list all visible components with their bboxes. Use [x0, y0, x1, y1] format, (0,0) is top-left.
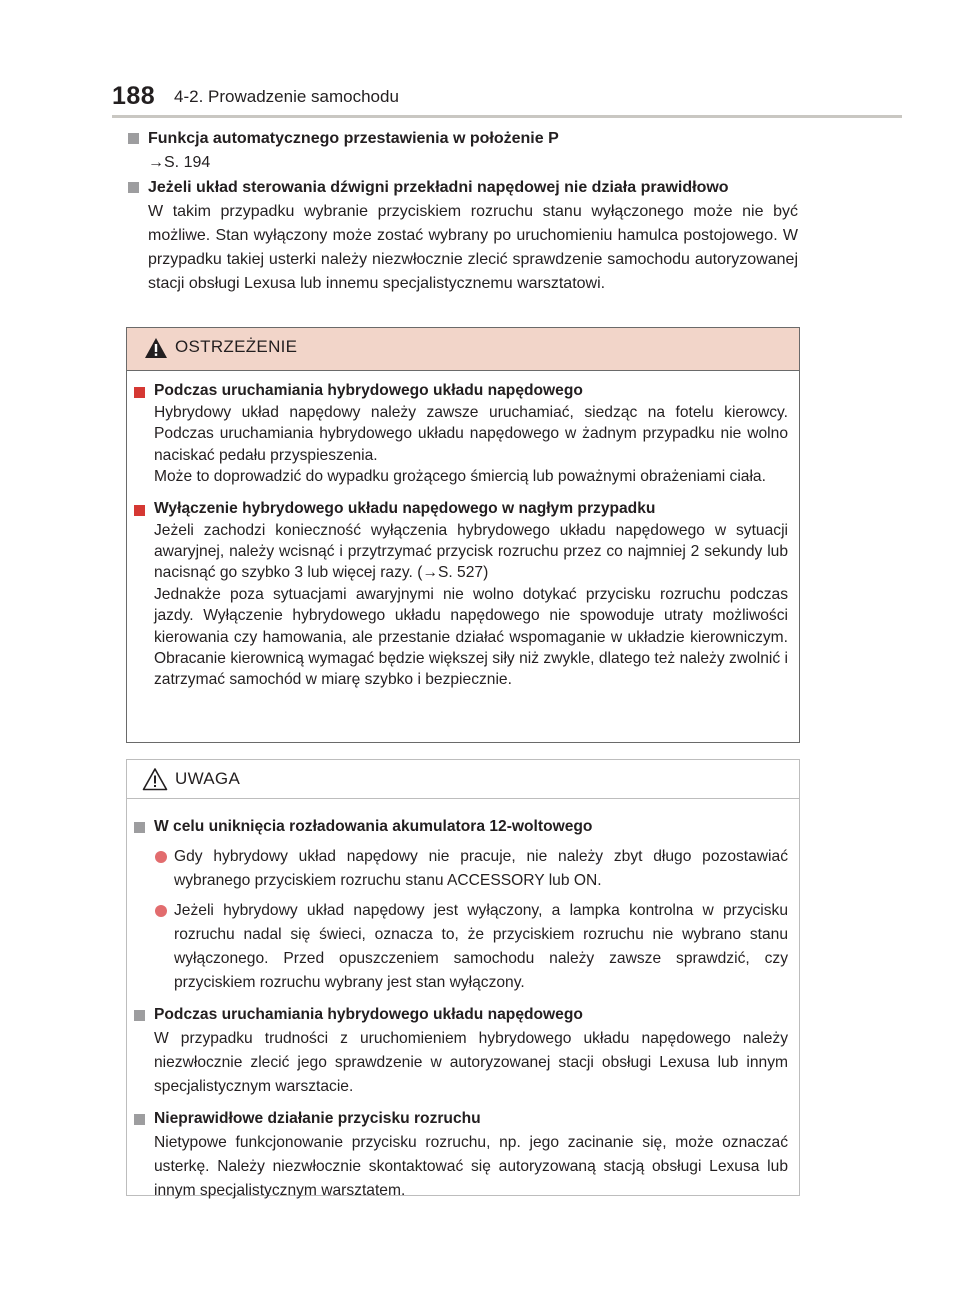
- round-bullet-icon: [155, 905, 167, 917]
- square-bullet-icon: [134, 1114, 145, 1125]
- warning-title: OSTRZEŻENIE: [175, 337, 298, 356]
- square-bullet-icon: [134, 822, 145, 833]
- square-bullet-icon: [128, 133, 139, 144]
- heading-text: Funkcja automatycznego przestawienia w położenie P: [148, 130, 559, 147]
- section-heading: [128, 175, 798, 200]
- list-item-text: Gdy hybrydowy układ napędowy nie pracuje, nie należy zbyt długo pozostawiać wybranego przyciskiem rozruchu stanu ACCESSORY lub ON.: [174, 848, 788, 889]
- warning-box: [126, 327, 800, 743]
- section-heading: [134, 1107, 788, 1131]
- paragraph: Może to doprowadzić do wypadku grożącego śmiercią lub poważnymi obrażeniami ciała.: [154, 468, 766, 486]
- list-item: [134, 845, 788, 893]
- section-heading: [134, 815, 788, 839]
- paragraph: Jednakże poza sytuacjami awaryjnymi nie wolno dotykać przycisku rozruchu podczas jazdy. Wyłączenie hybrydowego układu napędowego nie spowoduje utraty możliwości kierowania czy hamowania, ale przestanie działać wspomaganie w układzie kierowniczym. Obracanie kierownicą wymagać będzie większej siły niż zwykle, dlatego też należy zwolnić i zatrzymać samochód w miarę szybko i bezpiecznie.: [154, 585, 788, 689]
- warning-triangle-icon: [144, 337, 168, 359]
- square-bullet-icon: [134, 387, 145, 398]
- cross-reference: →S. 194: [148, 154, 211, 171]
- round-bullet-icon: [155, 851, 167, 863]
- warning-content: [134, 380, 788, 691]
- section-heading: [134, 498, 788, 520]
- section-heading: [128, 126, 798, 151]
- caution-header: [127, 760, 799, 799]
- page-number: 188: [112, 82, 156, 110]
- square-bullet-icon: [134, 1010, 145, 1021]
- paragraph: Hybrydowy układ napędowy należy zawsze uruchamiać, siedząc na fotelu kierowcy. Podczas uruchamiania hybrydowego układu napędowego w żadnym przypadku nie wolno naciskać pedału przyspieszenia.: [154, 404, 788, 464]
- paragraph: W przypadku trudności z uruchomieniem hybrydowego układu napędowego należy niezwłocznie zlecić jego sprawdzenie w autoryzowanej stacji obsługi Lexusa lub innym specjalistycznym warsztacie.: [154, 1030, 788, 1095]
- page-header: [112, 82, 902, 116]
- paragraph: Jeżeli zachodzi konieczność wyłączenia hybrydowego układu napędowego w sytuacji awaryjnej, należy wcisnąć i przytrzymać przycisk rozruchu przez co najmniej 2 sekundy lub nacisnąć go szybko 3 lub więcej razy. (→S. 527): [154, 521, 788, 582]
- heading-text: Podczas uruchamiania hybrydowego układu napędowego: [154, 382, 583, 399]
- intro-section: [128, 126, 798, 296]
- square-bullet-icon: [134, 505, 145, 516]
- square-bullet-icon: [128, 182, 139, 193]
- list-item: [134, 899, 788, 995]
- heading-text: Wyłączenie hybrydowego układu napędowego w nagłym przypadku: [154, 499, 656, 517]
- chapter-title: 4-2. Prowadzenie samochodu: [174, 87, 399, 106]
- heading-text: Podczas uruchamiania hybrydowego układu napędowego: [154, 1006, 583, 1023]
- heading-text: W celu uniknięcia rozładowania akumulatora 12-woltowego: [154, 818, 593, 835]
- header-rule: [112, 115, 902, 118]
- heading-text: Nieprawidłowe działanie przycisku rozruchu: [154, 1110, 481, 1127]
- paragraph: W takim przypadku wybranie przyciskiem rozruchu stanu wyłączonego może nie być możliwe. Stan wyłączony może zostać wybrany po uruchomieniu hamulca postojowego. W przypadku takiej usterki należy niezwłocznie zlecić sprawdzenie samochodu autoryzowanej stacji obsługi Lexusa lub innemu specjalistycznemu warsztatowi.: [148, 203, 798, 292]
- caution-triangle-icon: [142, 767, 168, 791]
- paragraph: Nietypowe funkcjonowanie przycisku rozruchu, np. jego zacinanie się, może oznaczać usterkę. Należy niezwłocznie skontaktować się autoryzowaną stacją obsługi Lexusa lub innym specjalistycznym warsztatem.: [154, 1134, 788, 1199]
- section-heading: [134, 1003, 788, 1027]
- caution-content: [134, 815, 788, 1203]
- warning-header: [127, 328, 799, 371]
- caution-title: UWAGA: [175, 769, 241, 788]
- section-heading: [134, 380, 788, 402]
- list-item-text: Jeżeli hybrydowy układ napędowy jest wyłączony, a lampka kontrolna w przycisku rozruchu nadal się świeci, oznacza to, że przyciskiem rozruchu nie wybrano stanu wyłączonego. Przed opuszczeniem samochodu należy zawsze sprawdzić, czy przyciskiem rozruchu wybrany jest stan wyłączony.: [174, 902, 788, 991]
- caution-box: [126, 759, 800, 1199]
- heading-text: Jeżeli układ sterowania dźwigni przekładni napędowej nie działa prawidłowo: [148, 179, 729, 196]
